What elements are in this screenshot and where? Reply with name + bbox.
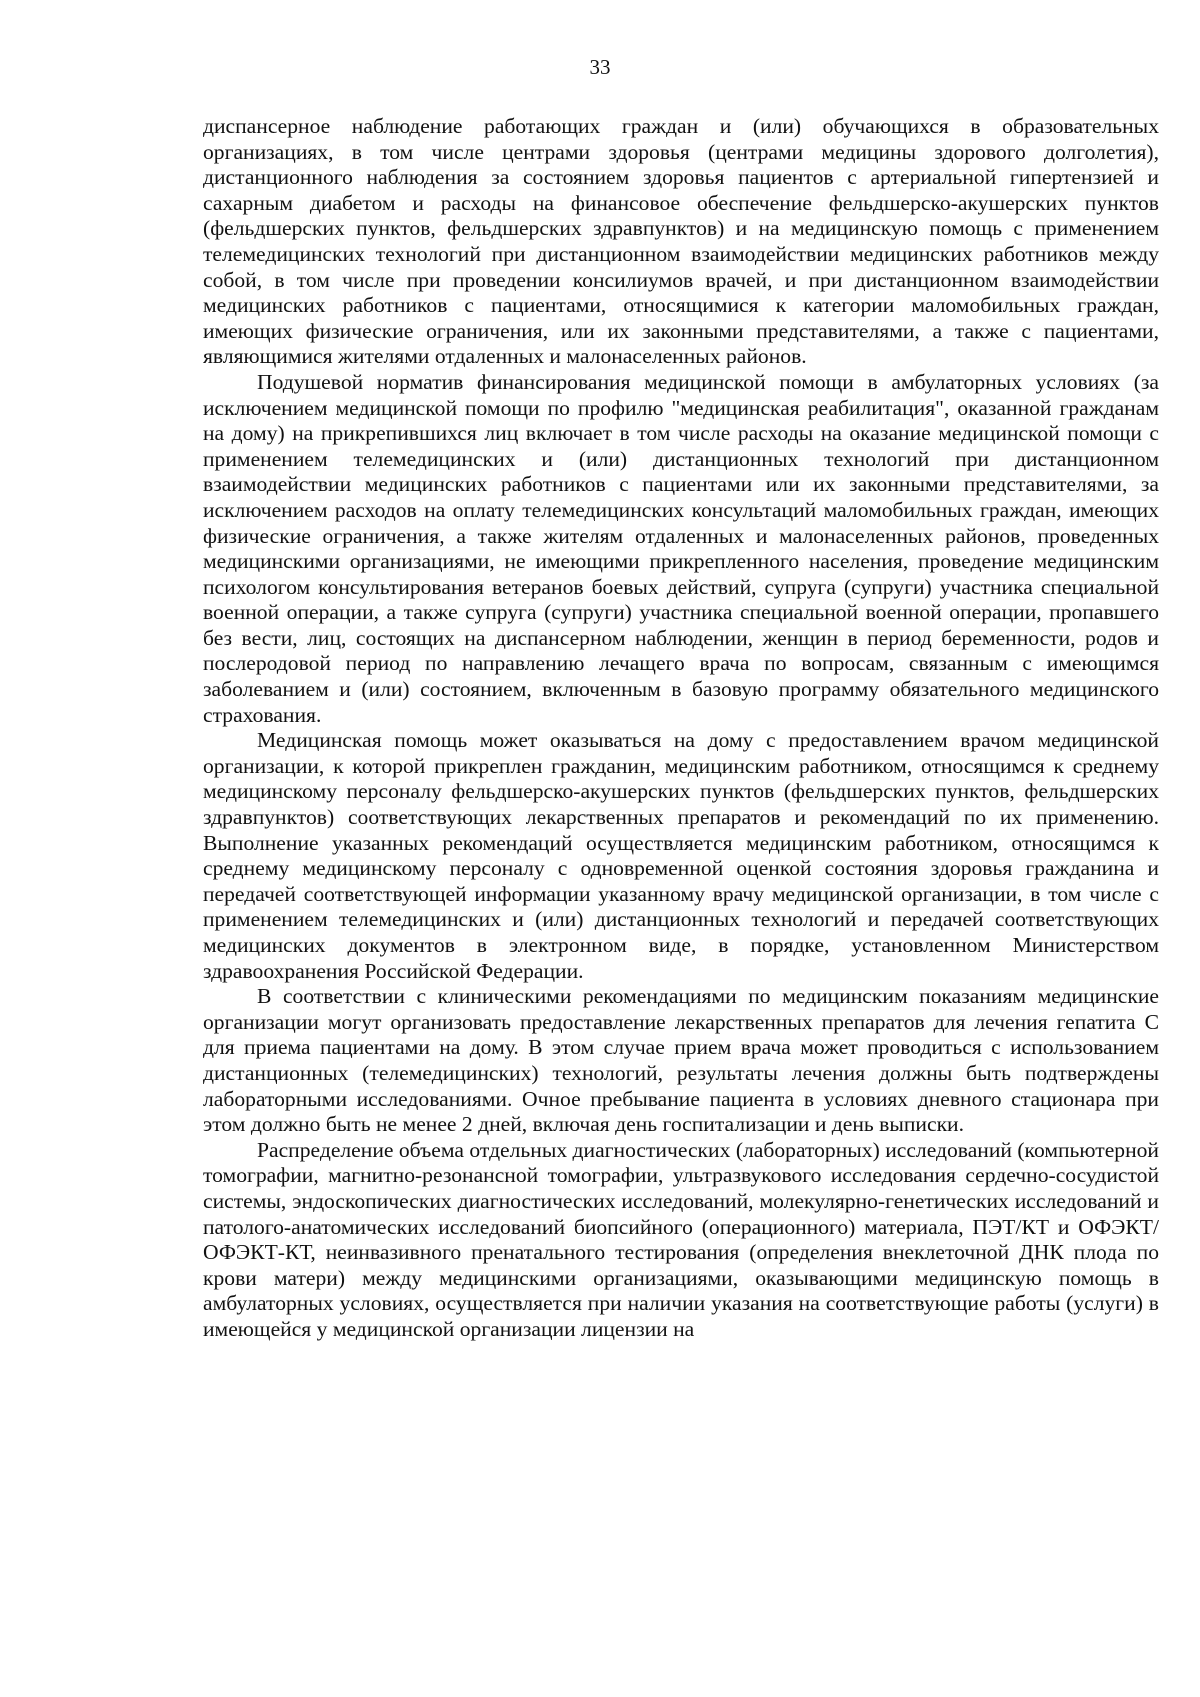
paragraph-5: Распределение объема отдельных диагностических (лабораторных) исследований (компьютерной томографии, магнитно-резонансной томографии, ультразвукового исследования сердечно-сосудистой системы, эндоскопических диагностических исследований, молекулярно-генетических исследований и патолого-анатомических исследований биопсийного (операционного) материала, ПЭТ/КТ и ОФЭКТ/ОФЭКТ-КТ, неинвазивного пренатального тестирования (определения внеклеточной ДНК плода по крови матери) между медицинскими организациями, оказывающими медицинскую помощь в амбулаторных условиях, осуществляется при наличии указания на соответствующие работы (услуги) в имеющейся у медицинской организации лицензии на: [203, 1137, 1159, 1341]
body-text: [203, 114, 1159, 1343]
paragraph-1: диспансерное наблюдение работающих граждан и (или) обучающихся в образовательных организациях, в том числе центрами здоровья (центрами медицины здорового долголетия), дистанционного наблюдения за состоянием здоровья пациентов с артериальной гипертензией и сахарным диабетом и расходы на финансовое обеспечение фельдшерско-акушерских пунктов (фельдшерских пунктов, фельдшерских здравпунктов) и на медицинскую помощь с применением телемедицинских технологий при дистанционном взаимодействии медицинских работников между собой, в том числе при проведении консилиумов врачей, и при дистанционном взаимодействии медицинских работников с пациентами, относящимися к категории маломобильных граждан, имеющих физические ограничения, или их законными представителями, а также с пациентами, являющимися жителями отдаленных и малонаселенных районов.: [203, 114, 1159, 369]
paragraph-4: В соответствии с клиническими рекомендациями по медицинским показаниям медицинские организации могут организовать предоставление лекарственных препаратов для лечения гепатита C для приема пациентами на дому. В этом случае прием врача может проводиться с использованием дистанционных (телемедицинских) технологий, результаты лечения должны быть подтверждены лабораторными исследованиями. Очное пребывание пациента в условиях дневного стационара при этом должно быть не менее 2 дней, включая день госпитализации и день выписки.: [203, 984, 1159, 1137]
page-number: 33: [589, 55, 611, 79]
paragraph-3: Медицинская помощь может оказываться на дому с предоставлением врачом медицинской организации, к которой прикреплен гражданин, медицинским работником, относящимся к среднему медицинскому персоналу фельдшерско-акушерских пунктов (фельдшерских пунктов, фельдшерских здравпунктов) соответствующих лекарственных препаратов и рекомендаций по их применению. Выполнение указанных рекомендаций осуществляется медицинским работником, относящимся к среднему медицинскому персоналу с одновременной оценкой состояния здоровья гражданина и передачей соответствующей информации указанному врачу медицинской организации, в том числе с применением телемедицинских и (или) дистанционных технологий и передачей соответствующих медицинских документов в электронном виде, в порядке, установленном Министерством здравоохранения Российской Федерации.: [203, 728, 1159, 983]
paragraph-2: Подушевой норматив финансирования медицинской помощи в амбулаторных условиях (за исключением медицинской помощи по профилю "медицинская реабилитация", оказанной гражданам на дому) на прикрепившихся лиц включает в том числе расходы на оказание медицинской помощи с применением телемедицинских и (или) дистанционных технологий при дистанционном взаимодействии медицинских работников с пациентами или их законными представителями, за исключением расходов на оплату телемедицинских консультаций маломобильных граждан, имеющих физические ограничения, а также жителям отдаленных и малонаселенных районов, проведенных медицинскими организациями, не имеющими прикрепленного населения, проведение медицинским психологом консультирования ветеранов боевых действий, супруга (супруги) участника специальной военной операции, а также супруга (супруги) участника специальной военной операции, пропавшего без вести, лиц, состоящих на диспансерном наблюдении, женщин в период беременности, родов и послеродовой период по направлению лечащего врача по вопросам, связанным с имеющимся заболеванием и (или) состоянием, включенным в базовую программу обязательного медицинского страхования.: [203, 369, 1159, 727]
